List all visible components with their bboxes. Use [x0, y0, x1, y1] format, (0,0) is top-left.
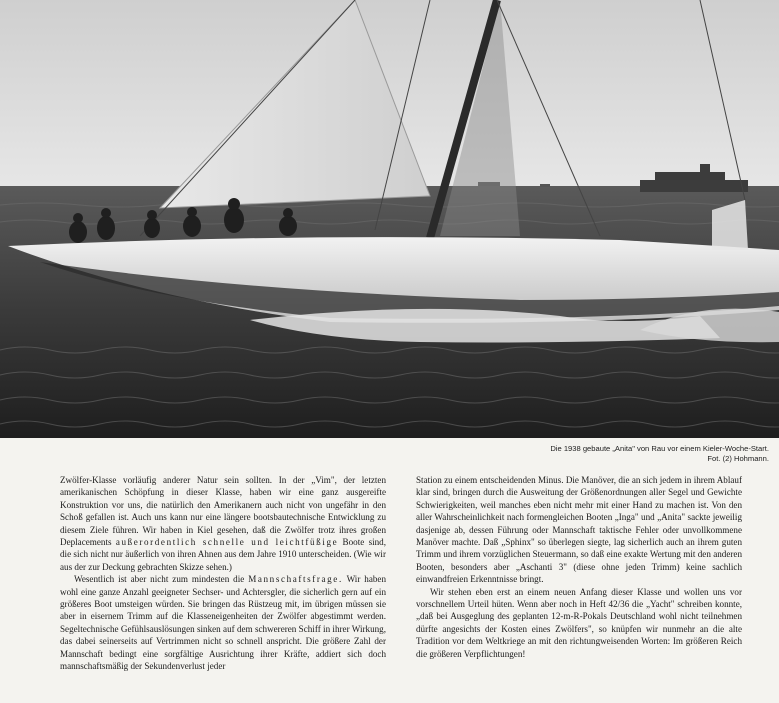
article-column-left [60, 474, 386, 673]
spaced-emphasis: außerordentlich schnelle und leichtfüßige [115, 537, 339, 548]
caption-text: Die 1938 gebaute „Anita" von Rau vor einem Kieler-Woche-Start. [550, 444, 769, 453]
text-run: Wesentlich ist aber nicht zum mindesten die [74, 574, 249, 585]
spaced-emphasis: Mannschaftsfrage. [248, 574, 343, 585]
paragraph [60, 573, 386, 672]
photo-caption [249, 444, 769, 464]
article-column-right [416, 474, 742, 660]
text-run: Zwölfer-Klasse vorläufig anderer Natur sein sollten. In der „Vim", der letzten amerikanischen Schöpfung in dieser Klasse, haben wir eine ganz ausgereifte Konstruktion vor uns, die natürlich den Amerikanern auch nicht von ungefähr in den Schoß gefallen ist. Auch uns kann nur eine längere bootsbautechnische Entwicklung zu diesem Ziele führen. Wir haben in Kiel gesehen, daß die Zwölfer trotz ihres großen Deplacements [60, 475, 386, 548]
paragraph: Station zu einem entscheidenden Minus. Die Manöver, die an sich jedem in ihrem Ablauf klar sind, bringen durch die Ausweitung der Größenordnungen aller Segel und Gewichte Schwierigkeiten, weil manches eben nicht mehr mit einer Hand zu machen ist. Von den aller Wahrscheinlichkeit nach formengleichen Booten „Inga" und „Anita" sackte jeweilig dasjenige ab, dessen Führung oder Mannschaft taktische Fehler oder unvollkommene Manöver machte. Daß „Sphinx" so überlegen siegte, lag sicherlich auch an ihrem guten Trimm und ihrem vorzüglichen Steuermann, so daß eine exakte Wertung mit den anderen Booten, besonders aber „Aschanti 3" (diese ohne jeden Trimm) keine sachlich einwandfreien Erkenntnisse bringt. [416, 475, 742, 585]
paragraph [60, 474, 386, 573]
paragraph: Wir stehen eben erst an einem neuen Anfang dieser Klasse und wollen uns vor vorschnellem Urteil hüten. Wenn aber noch in Heft 42/36 die „Yacht" schreiben konnte, „daß bei Ausgeglung des geplanten 12-m-R-Pokals Deutschland wohl nicht teilnehmen dürfte angesichts der Kosten eines Zwölfers", so knüpfen wir nunmehr an die alte Tradition vor dem Weltkriege an mit den richtungweisenden Worten: Im größeren Reich die größeren Verpflichtungen! [416, 586, 742, 659]
photo-credit: Fot. (2) Hohmann. [707, 454, 769, 463]
text-run: Wir haben wohl eine ganze Anzahl geeigneter Sechser- und Achtersgler, die sicherlich gern auf ein größeres Boot umsteigen würden. Sie bringen das Rüstzeug mit, im übrigen müssen sie aber in eisernem Trimm auf die Klasseneigenheiten der Zwölfer abgestimmt werden. Segeltechnische Gefühlsauslösungen sinken auf dem schwereren Schiff in ihrer Wirkung, das dabei seinerseits auf Vertrimmen nicht so schnell anspricht. Die größere Zahl der Mannschaft bedingt eine sorgfältige Ausrichtung ihrer Kräfte, addiert sich doch mannschaftsmäßig der Sekundenverlust jeder [60, 574, 386, 672]
text-run: Boote sind, die sich nicht nur äußerlich von ihren Ahnen aus dem Jahre 1910 unterscheiden. (Wie wir aus der zur Deckung gebrachten Skizze sehen.) [60, 537, 387, 572]
